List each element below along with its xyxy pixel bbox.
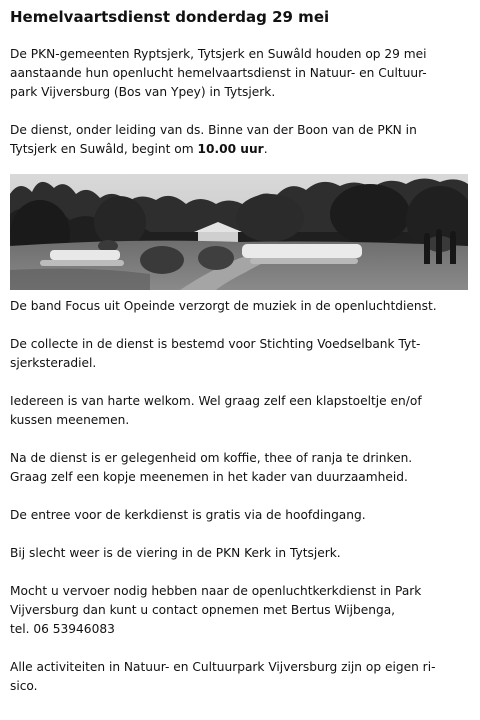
paragraph-entrance: De entree voor de kerkdienst is gratis via de hoofdingang. bbox=[10, 508, 366, 522]
spacer bbox=[10, 430, 470, 449]
spacer bbox=[10, 487, 470, 506]
service-start-time: 10.00 uur bbox=[197, 142, 264, 156]
service-text: Tytsjerk en Suwâld, begint om bbox=[10, 142, 198, 156]
paragraph-risk-line-1: Alle activiteiten in Natuur- en Cultuurpark Vijversburg zijn op eigen ri- bbox=[10, 660, 436, 674]
paragraph-welcome-line-2: kussen meenemen. bbox=[10, 413, 130, 427]
paragraph-risk-line-2: sico. bbox=[10, 679, 38, 693]
service-text-end: . bbox=[263, 142, 268, 156]
paragraph-bad-weather: Bij slecht weer is de viering in de PKN Kerk in Tytsjerk. bbox=[10, 546, 341, 560]
spacer bbox=[10, 525, 470, 544]
article-title: Hemelvaartsdienst donderdag 29 mei bbox=[10, 8, 330, 26]
paragraph-transport-line-2: Vijversburg dan kunt u contact opnemen met Bertus Wijbenga, bbox=[10, 603, 396, 617]
spacer bbox=[10, 373, 470, 392]
spacer bbox=[10, 639, 470, 658]
paragraph-service-line-1: De dienst, onder leiding van ds. Binne van der Boon van de PKN in bbox=[10, 123, 417, 137]
paragraph-service-line-2 bbox=[10, 140, 470, 159]
paragraph-welcome-line-1: Iedereen is van harte welkom. Wel graag zelf een klapstoeltje en/of bbox=[10, 394, 422, 408]
paragraph-collection-line-1: De collecte in de dienst is bestemd voor Stichting Voedselbank Tyt- bbox=[10, 337, 421, 351]
paragraph-transport-phone: tel. 06 53946083 bbox=[10, 622, 115, 636]
spacer bbox=[10, 102, 470, 121]
paragraph-transport-line-1: Mocht u vervoer nodig hebben naar de openluchtkerkdienst in Park bbox=[10, 584, 422, 598]
paragraph-intro-line-2: aanstaande hun openlucht hemelvaartsdienst in Natuur- en Cultuur- bbox=[10, 66, 427, 80]
spacer bbox=[10, 563, 470, 582]
paragraph-band: De band Focus uit Opeinde verzorgt de muziek in de openluchtdienst. bbox=[10, 299, 437, 313]
spacer bbox=[10, 26, 470, 45]
park-service-photo bbox=[10, 174, 468, 290]
paragraph-coffee-line-2: Graag zelf een kopje meenemen in het kader van duurzaamheid. bbox=[10, 470, 408, 484]
paragraph-collection-line-2: sjerksteradiel. bbox=[10, 356, 97, 370]
spacer bbox=[10, 316, 470, 335]
paragraph-coffee-line-1: Na de dienst is er gelegenheid om koffie, thee of ranja te drinken. bbox=[10, 451, 413, 465]
paragraph-intro-line-1: De PKN-gemeenten Ryptsjerk, Tytsjerk en Suwâld houden op 29 mei bbox=[10, 47, 427, 61]
paragraph-intro-line-3: park Vijversburg (Bos van Ypey) in Tytsjerk. bbox=[10, 85, 276, 99]
